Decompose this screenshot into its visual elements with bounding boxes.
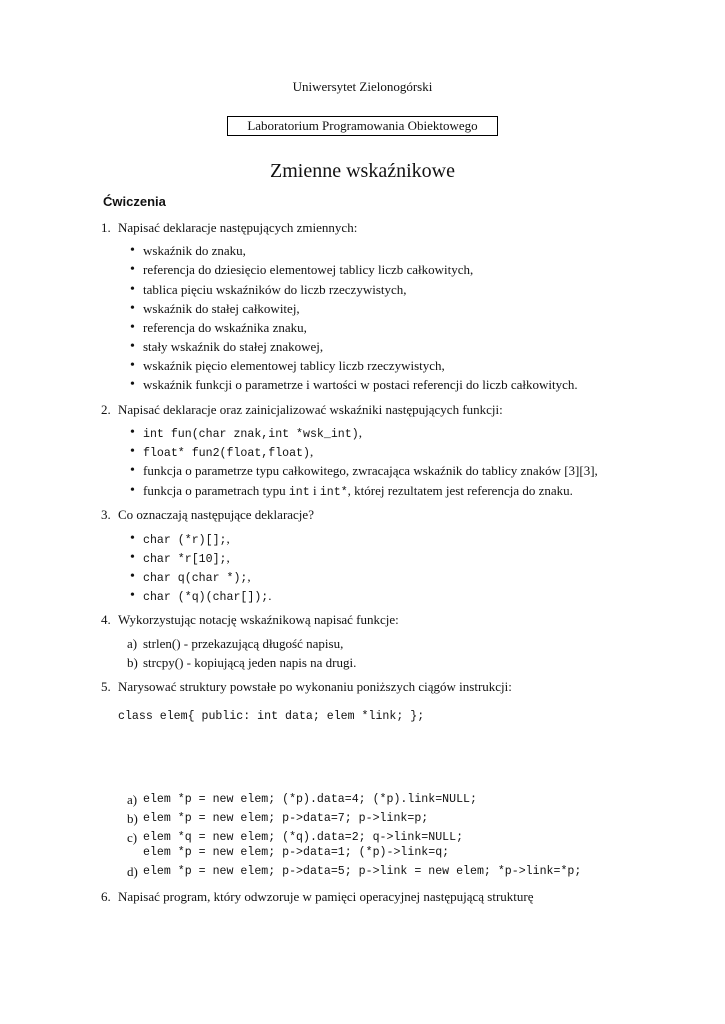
- exercise-1-number: 1.: [101, 220, 111, 235]
- ex5-item-label: a): [127, 792, 138, 807]
- lab-title-box: Laboratorium Programowania Obiektowego: [227, 116, 498, 136]
- university-name: Uniwersytet Zielonogórski: [292, 79, 433, 94]
- ex5-item-code: elem *p = new elem; (*p).data=4; (*p).link=NULL;: [143, 793, 477, 806]
- exercise-2-number: 2.: [101, 402, 111, 417]
- document-title: Zmienne wskaźnikowe: [270, 160, 455, 182]
- ex5-item-label: d): [127, 864, 138, 879]
- ex2-item: • funkcja o parametrze typu całkowitego, zwracająca wskaźnik do tablicy znaków [3][3],: [143, 463, 598, 479]
- ex1-item: • wskaźnik pięcio elementowej tablicy liczb rzeczywistych,: [143, 358, 445, 374]
- exercise-5-text: Narysować struktury powstałe po wykonaniu poniższych ciągów instrukcji:: [118, 679, 512, 694]
- ex3-item: • char (*q)(char[]);.: [143, 588, 271, 604]
- class-code-block: class elem{ public: int data; elem *link; };: [118, 710, 425, 723]
- ex2-item-code: int fun(char znak,int *wsk_int): [143, 428, 359, 441]
- ex1-item: • stały wskaźnik do stałej znakowej,: [143, 339, 323, 355]
- ex5-item-code: elem *p = new elem; p->data=5; p->link = new elem; *p->link=*p;: [143, 865, 582, 878]
- ex5-item-label: b): [127, 811, 138, 826]
- ex5-item-code: elem *q = new elem; (*q).data=2; q->link=NULL;: [143, 831, 464, 844]
- exercise-4-number: 4.: [101, 612, 111, 627]
- ex1-item: • wskaźnik do znaku,: [143, 243, 246, 259]
- exercise-5-number: 5.: [101, 679, 111, 694]
- exercise-2-text: Napisać deklaracje oraz zainicjalizować wskaźniki następujących funkcji:: [118, 402, 503, 417]
- ex3-item: • char *r[10];,: [143, 550, 230, 566]
- ex1-item: • referencja do wskaźnika znaku,: [143, 320, 307, 336]
- ex1-item: • wskaźnik do stałej całkowitej,: [143, 301, 300, 317]
- section-heading: Ćwiczenia: [103, 194, 166, 209]
- ex5-item-code: elem *p = new elem; p->data=7; p->link=p;: [143, 812, 429, 825]
- ex2-item: • float* fun2(float,float),: [143, 444, 313, 460]
- exercise-4-text: Wykorzystując notację wskaźnikową napisać funkcje:: [118, 612, 399, 627]
- exercise-3-number: 3.: [101, 507, 111, 522]
- ex1-item: • referencja do dziesięcio elementowej tablicy liczb całkowitych,: [143, 262, 473, 278]
- exercise-3-text: Co oznaczają następujące deklaracje?: [118, 507, 314, 522]
- exercise-6-text: Napisać program, który odwzoruje w pamięci operacyjnej następującą strukturę: [118, 889, 534, 904]
- exercise-1-text: Napisać deklaracje następujących zmiennych:: [118, 220, 358, 235]
- ex3-item: • char (*r)[];,: [143, 531, 230, 547]
- ex5-item-label: c): [127, 830, 138, 845]
- ex4-item: strlen() - przekazującą długość napisu,: [143, 636, 344, 651]
- ex2-item: • funkcja o parametrach typu int i int*, której rezultatem jest referencja do znaku.: [143, 483, 573, 499]
- ex1-item: • wskaźnik funkcji o parametrze i wartości w postaci referencji do liczb całkowitych.: [143, 377, 578, 393]
- ex4-item-label: b): [127, 655, 138, 670]
- ex2-item: • int fun(char znak,int *wsk_int),: [143, 425, 362, 441]
- ex2-item-code: float* fun2(float,float): [143, 447, 310, 460]
- ex3-item: • char q(char *);,: [143, 569, 251, 585]
- ex5-item-code: elem *p = new elem; p->data=1; (*p)->link=q;: [143, 846, 450, 859]
- exercise-6-number: 6.: [101, 889, 111, 904]
- ex4-item-label: a): [127, 636, 138, 651]
- ex4-item: strcpy() - kopiującą jeden napis na drugi.: [143, 655, 357, 670]
- ex1-item: • tablica pięciu wskaźników do liczb rzeczywistych,: [143, 282, 407, 298]
